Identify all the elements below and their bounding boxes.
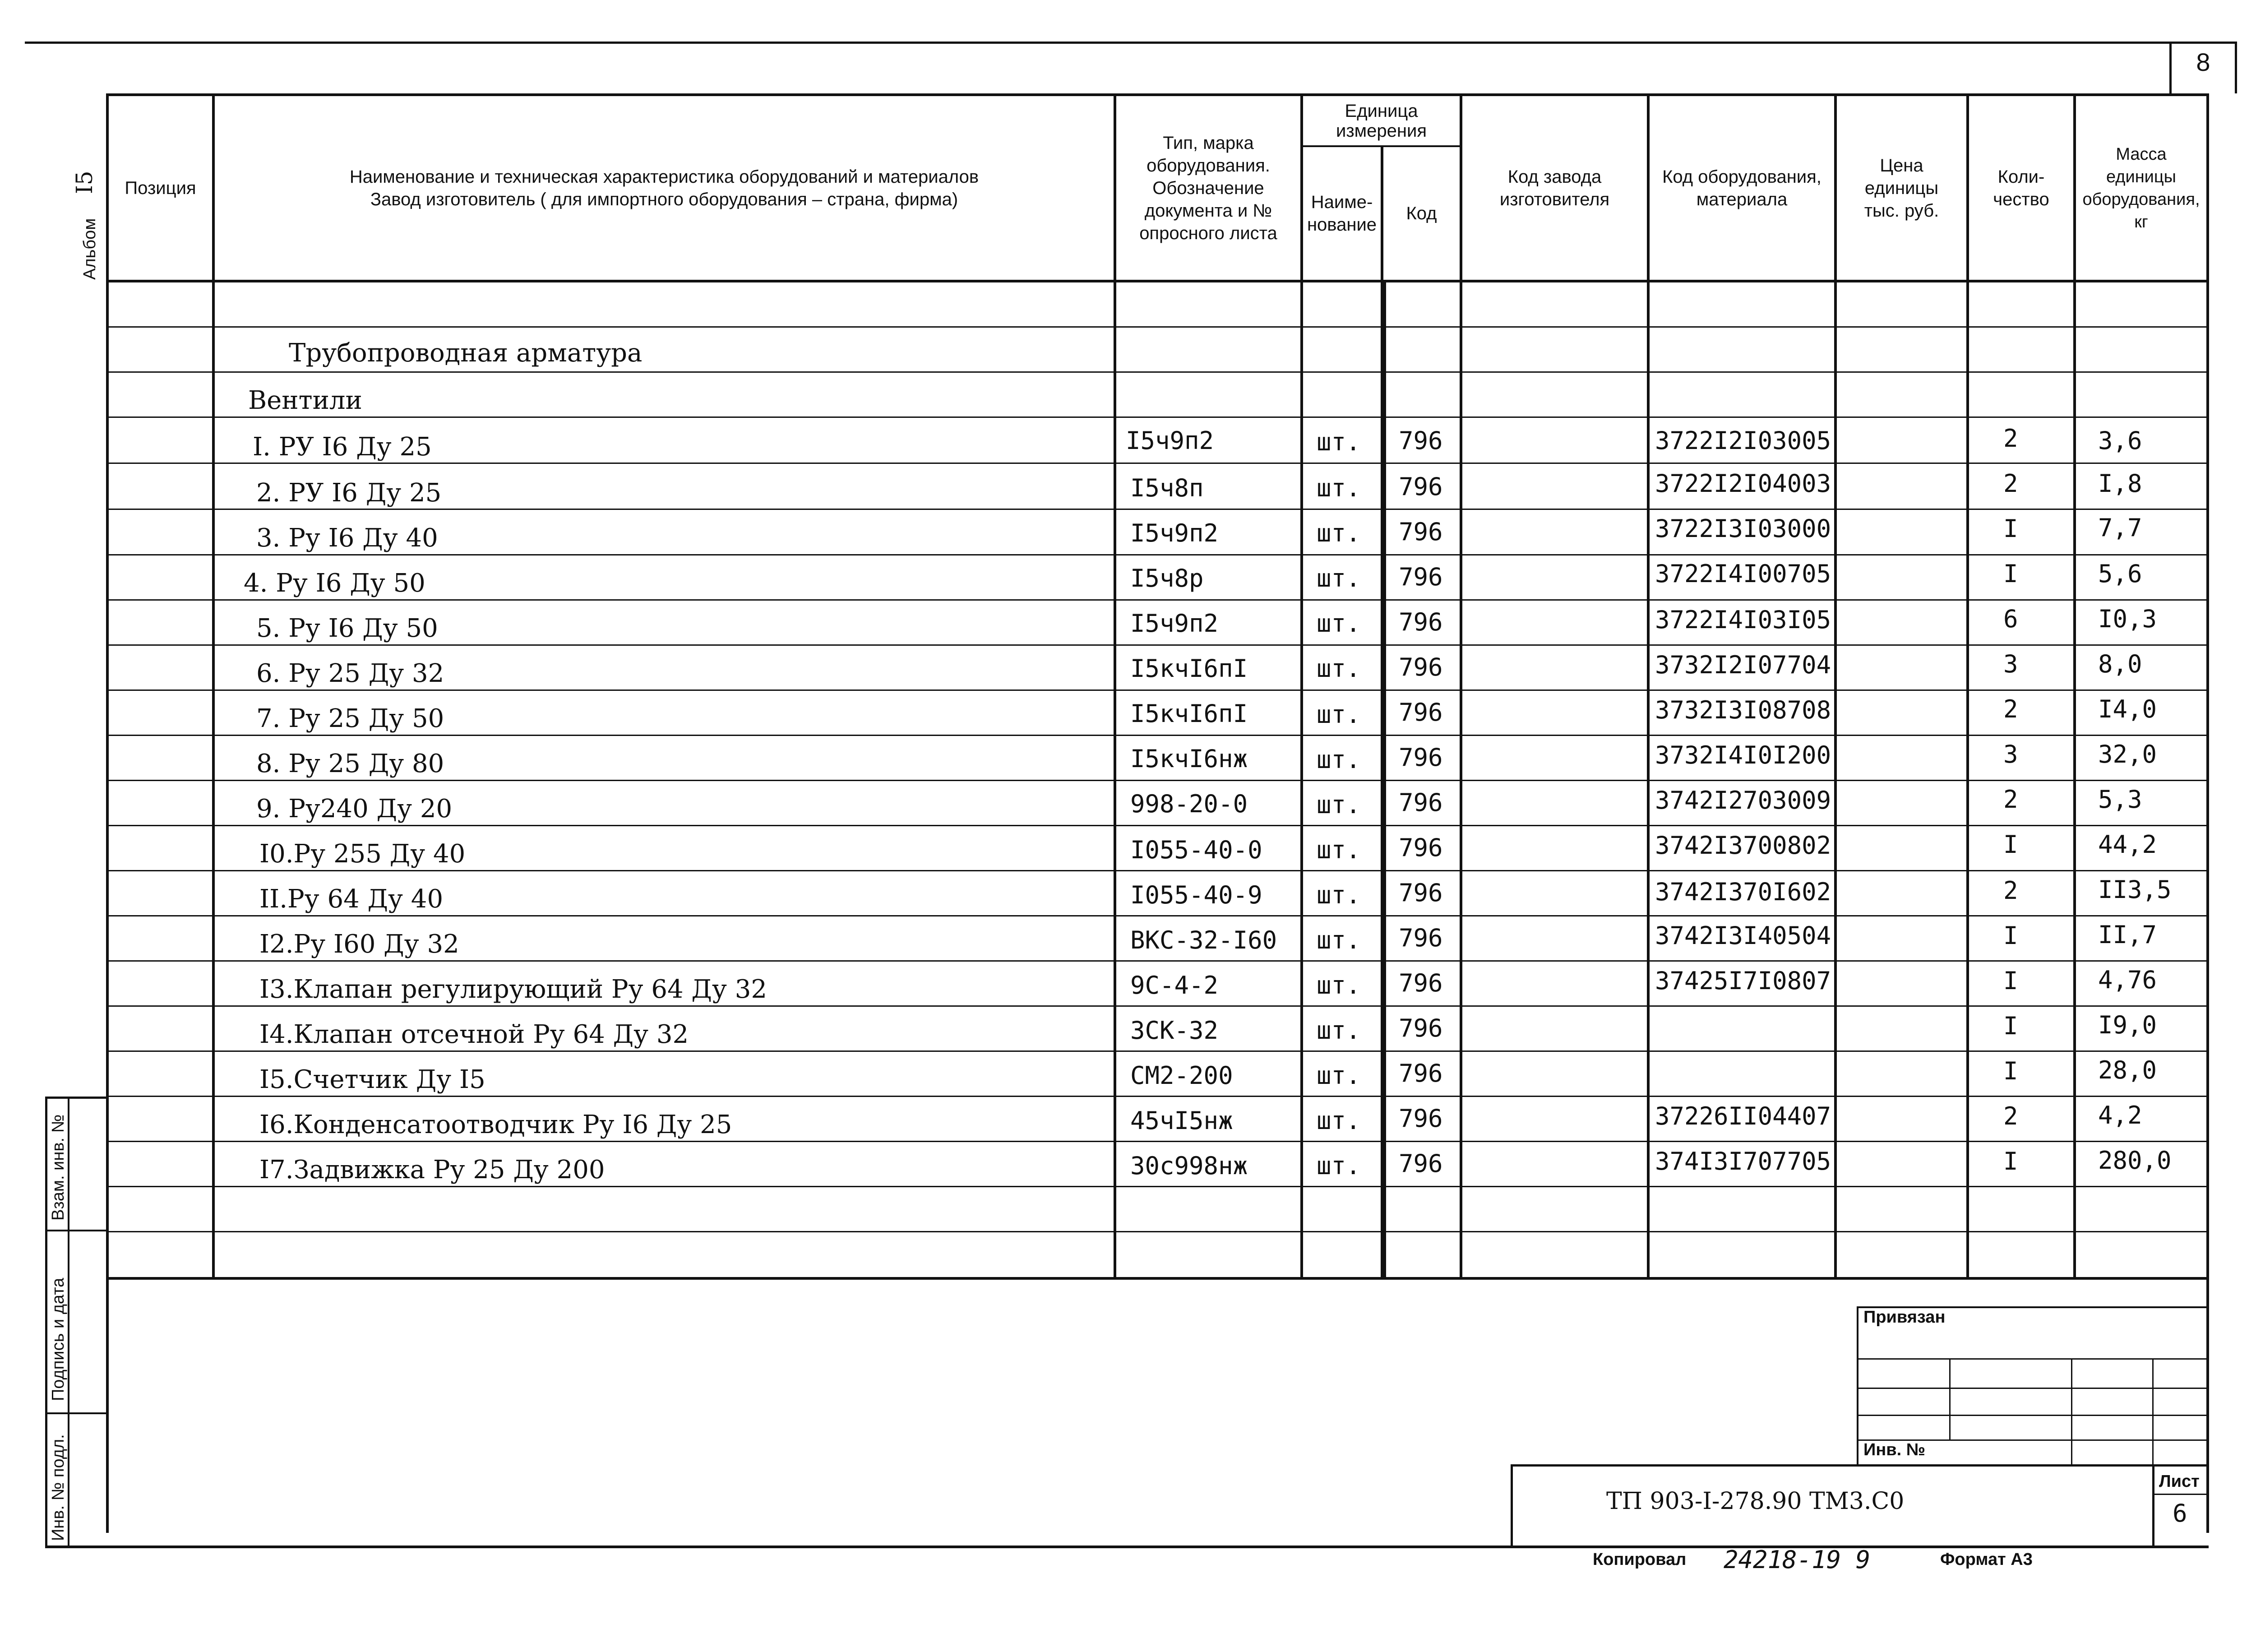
row-code: 796 [1399,653,1443,681]
header-position: Позиция [125,178,196,198]
row-unit: шт. [1317,1152,1361,1180]
doc-code: ТП 903-I-278.90 ТМ3.С0 [1606,1488,1905,1515]
header-unit-name: Наиме- нование [1307,192,1377,235]
format-label: Формат А3 [1940,1550,2033,1569]
header-quantity: Коли- чество [1993,167,2049,209]
row-equipment-code: 37226II04407 [1655,1102,1831,1130]
row-quantity: I [2003,1147,2018,1175]
row-equipment-code: 37425I7I0807 [1655,967,1831,995]
row-mass: 5,6 [2098,560,2142,588]
row-name: 9. Ру240 Ду 20 [256,794,453,824]
row-name: 6. Ру 25 Ду 32 [256,659,444,688]
row-mass: II,7 [2098,921,2157,949]
row-type: 30с998нж [1130,1152,1248,1180]
row-quantity: 2 [2003,1102,2018,1130]
header-mass: Масса единицы оборудования, кг [2082,144,2200,231]
row-code: 796 [1399,1149,1443,1178]
row-code: 796 [1399,1104,1443,1133]
sheet-number: 6 [2173,1499,2187,1527]
row-mass: 44,2 [2098,830,2157,859]
row-type: I5кчI6пI [1130,699,1248,728]
row-quantity: 2 [2003,876,2018,905]
row-name: I4.Клапан отсечной Ру 64 Ду 32 [259,1020,689,1049]
row-mass: I0,3 [2098,605,2157,633]
row-name: 8. Ру 25 Ду 80 [256,749,444,778]
row-type: 9С-4-2 [1130,971,1219,1000]
album-label: Альбом [80,218,99,280]
row-type: ВКС-32-I60 [1130,926,1277,954]
row-equipment-code: 3722I2I04003 [1655,469,1831,498]
row-quantity: I [2003,1012,2018,1040]
row-type: I5ч8р [1130,564,1204,592]
album-number: I5 [71,171,97,194]
row-equipment-code: 374I3I707705 [1655,1147,1831,1175]
row-code: 796 [1399,1059,1443,1087]
row-mass: 7,7 [2098,514,2142,542]
row-unit: шт. [1317,1016,1361,1045]
row-mass: II3,5 [2098,875,2172,904]
section-title: Трубопроводная арматура [289,338,643,368]
row-name: I3.Клапан регулирующий Ру 64 Ду 32 [259,975,767,1004]
row-type: I5ч9п2 [1130,519,1219,547]
row-equipment-code: 3742I3700802 [1655,831,1831,860]
row-mass: I4,0 [2098,695,2157,723]
row-quantity: 3 [2003,650,2018,678]
row-mass: I9,0 [2098,1011,2157,1039]
row-quantity: I [2003,967,2018,995]
row-unit: шт. [1317,609,1361,638]
row-name: 3. Ру I6 Ду 40 [256,523,438,553]
row-name: I7.Задвижка Ру 25 Ду 200 [259,1155,605,1185]
row-mass: 4,76 [2098,966,2157,994]
row-quantity: 2 [2003,695,2018,723]
row-quantity: I [2003,921,2018,950]
row-unit: шт. [1317,836,1361,864]
row-mass: 4,2 [2098,1101,2142,1129]
row-equipment-code: 3732I2I07704 [1655,651,1831,679]
sign-date-label: Подпись и дата [49,1277,68,1401]
row-quantity: 2 [2003,785,2018,814]
row-mass: 8,0 [2098,650,2142,678]
row-equipment-code: 3722I4I00705 [1655,560,1831,588]
row-code: 796 [1399,788,1443,817]
row-type: I5ч9п2 [1130,609,1219,638]
header-price: Цена единицы тыс. руб. [1864,155,1939,221]
row-code: 796 [1399,698,1443,727]
row-code: 796 [1399,426,1443,455]
row-equipment-code: 3742I3I40504 [1655,921,1831,950]
row-unit: шт. [1317,1106,1361,1135]
row-type: I055-40-0 [1130,836,1262,864]
row-unit: шт. [1317,519,1361,547]
row-type: 3СК-32 [1130,1016,1219,1045]
sheet-label: Лист [2159,1472,2200,1491]
row-quantity: 2 [2003,469,2018,498]
row-name: I2.Ру I60 Ду 32 [259,930,459,959]
copied-label: Копировал [1593,1550,1687,1569]
row-name: II.Ру 64 Ду 40 [259,884,444,914]
row-code: 796 [1399,472,1443,501]
row-quantity: 6 [2003,605,2018,633]
row-unit: шт. [1317,428,1361,456]
linked-label: Привязан [1863,1308,1946,1327]
row-type: I5кчI6пI [1130,654,1248,683]
subsection-title: Вентили [248,386,362,415]
row-name: 4. Ру I6 Ду 50 [244,569,425,598]
row-equipment-code: 3732I3I08708 [1655,696,1831,724]
row-unit: шт. [1317,474,1361,502]
row-type: 998-20-0 [1130,790,1248,818]
page-number: 8 [2196,48,2210,76]
row-name: I. РУ I6 Ду 25 [253,432,432,462]
row-quantity: 2 [2003,424,2018,453]
row-unit: шт. [1317,791,1361,819]
row-mass: 3,6 [2098,426,2142,455]
row-quantity: I [2003,514,2018,543]
row-name: I5.Счетчик Ду I5 [259,1065,485,1094]
row-quantity: I [2003,560,2018,588]
row-quantity: 3 [2003,740,2018,768]
row-code: 796 [1399,743,1443,772]
row-equipment-code: 3732I4I0I200 [1655,741,1831,769]
copied-number: 24218-19 9 [1724,1546,1871,1574]
row-name: I6.Конденсатоотводчик Ру I6 Ду 25 [259,1110,732,1139]
row-code: 796 [1399,833,1443,862]
row-unit: шт. [1317,700,1361,729]
row-code: 796 [1399,608,1443,636]
row-type: 45чI5нж [1130,1106,1233,1135]
row-equipment-code: 3722I2I03005 [1655,426,1831,455]
row-name: 7. Ру 25 Ду 50 [256,704,444,733]
row-name: 2. РУ I6 Ду 25 [256,478,442,508]
header-equipment-code: Код оборудования, материала [1662,167,1821,209]
row-unit: шт. [1317,654,1361,683]
row-quantity: I [2003,1057,2018,1085]
inv-replace-label: Взам. инв. № [49,1114,68,1221]
row-type: I5кчI6нж [1130,745,1248,773]
row-code: 796 [1399,879,1443,907]
row-type: I055-40-9 [1130,881,1262,909]
row-unit: шт. [1317,926,1361,954]
row-equipment-code: 3742I2703009 [1655,786,1831,814]
header-name: Наименование и техническая характеристика оборудований и материалов Завод изготовитель ( для импортного оборудования – страна, фирма) [349,167,979,209]
row-type: I5ч8п [1130,474,1204,502]
row-quantity: I [2003,830,2018,859]
inv-no-label: Инв. № [1863,1440,1926,1459]
row-equipment-code: 3722I3I03000 [1655,514,1831,543]
row-mass: I,8 [2098,469,2142,498]
row-unit: шт. [1317,1061,1361,1090]
row-type: СМ2-200 [1130,1061,1233,1090]
row-equipment-code: 3742I370I602 [1655,878,1831,906]
header-unit-code: Код [1406,204,1437,223]
row-mass: 32,0 [2098,740,2157,768]
row-code: 796 [1399,563,1443,591]
row-equipment-code: 3722I4I03I05 [1655,606,1831,634]
row-unit: шт. [1317,745,1361,774]
row-code: 796 [1399,518,1443,546]
header-type: Тип, марка оборудования. Обозначение документа и № опросного листа [1139,133,1277,243]
row-code: 796 [1399,969,1443,997]
row-mass: 280,0 [2098,1146,2172,1175]
row-mass: 28,0 [2098,1056,2157,1084]
row-unit: шт. [1317,564,1361,592]
header-factory-code: Код завода изготовителя [1499,167,1610,209]
row-mass: 5,3 [2098,785,2142,814]
row-code: 796 [1399,924,1443,952]
row-code: 796 [1399,1014,1443,1042]
row-unit: шт. [1317,971,1361,1000]
header-unit-group: Единица измерения [1336,101,1427,141]
row-name: I0.Ру 255 Ду 40 [259,839,466,869]
inv-orig-label: Инв. № подл. [49,1434,68,1541]
row-type: I5ч9п2 [1126,426,1214,455]
row-unit: шт. [1317,881,1361,909]
row-name: 5. Ру I6 Ду 50 [256,614,438,643]
